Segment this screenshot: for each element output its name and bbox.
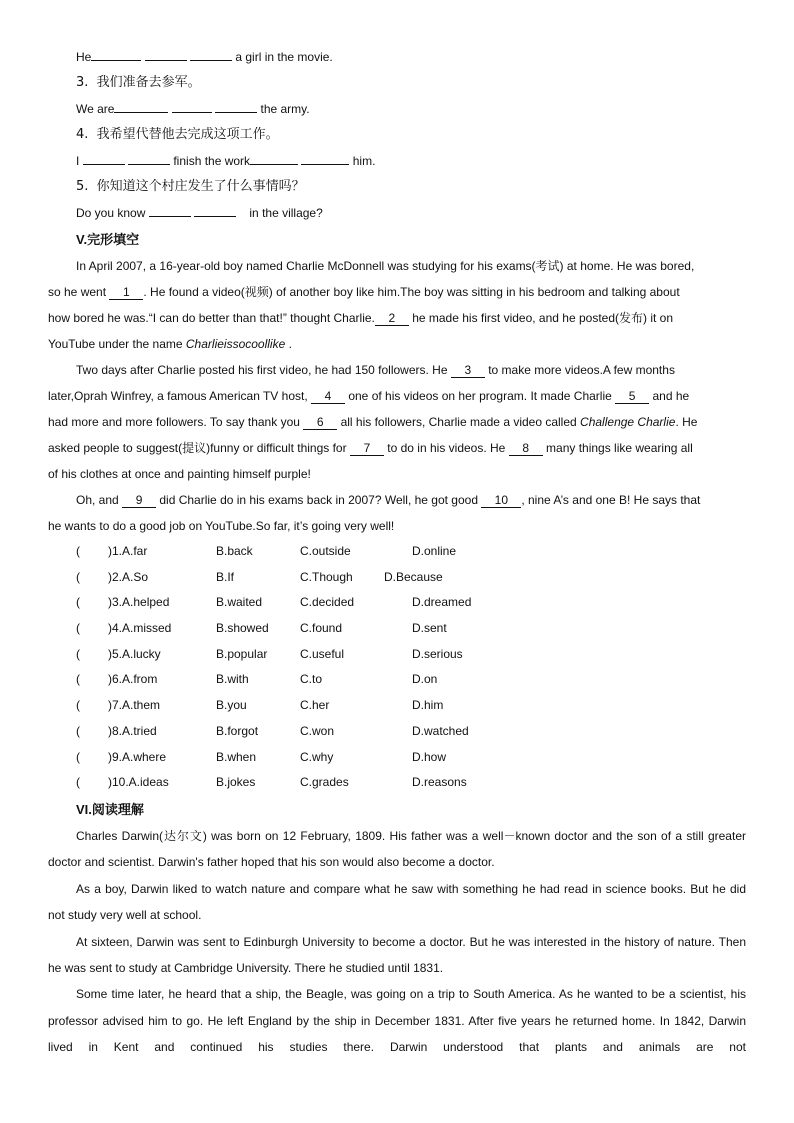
answer-paren[interactable]: ( (76, 544, 80, 558)
cloze-blank-7[interactable]: 7 (350, 441, 384, 456)
passage-text: so he went (48, 285, 110, 299)
option-c[interactable]: C.outside (300, 544, 351, 558)
cloze-blank-8[interactable]: 8 (509, 441, 543, 456)
option-d[interactable]: D.watched (412, 723, 469, 738)
translation-answer-4 (48, 148, 746, 174)
answer-blank[interactable] (83, 151, 125, 165)
reading-paragraph-2: As a boy, Darwin liked to watch nature and compare what he saw with something he had read in science books. But he did not study very well at school. (48, 881, 746, 923)
option-d[interactable]: D.dreamed (412, 595, 472, 610)
option-a[interactable]: )3.A.helped (108, 595, 170, 610)
cloze-blank-9[interactable]: 9 (122, 493, 156, 508)
passage-text: many things like wearing all (542, 441, 693, 455)
option-b[interactable]: B.popular (216, 646, 268, 661)
cloze-line (48, 409, 746, 435)
option-c[interactable]: C.why (300, 749, 334, 764)
reading-paragraph-3: At sixteen, Darwin was sent to Edinburgh University to become a doctor. But he was interested in the history of nature. Then he was sent to study at Cambridge University. There he studied until 1831. (48, 934, 746, 975)
cloze-line (48, 279, 746, 305)
answer-paren[interactable]: ( (76, 672, 80, 687)
cloze-blank-10[interactable]: 10 (481, 493, 521, 508)
passage-text: YouTube under the name (48, 337, 186, 351)
passage-text: In April 2007, a 16-year-old boy named Charlie McDonnell was studying for his exams(考试) at home. He was bored, (76, 259, 695, 273)
passage-text: . (285, 337, 292, 351)
answer-blank[interactable] (172, 99, 212, 113)
chinese-sentence: 我希望代替他去完成这项工作。 (96, 127, 279, 142)
answer-paren[interactable]: ( (76, 621, 80, 636)
option-a[interactable]: )8.A.tried (108, 723, 157, 738)
option-row-4 (48, 616, 746, 642)
item-number: 4. (76, 127, 89, 142)
answer-blank[interactable] (190, 47, 232, 61)
option-a[interactable]: )1.A.far (108, 544, 148, 558)
answer-blank[interactable] (301, 151, 349, 165)
answer-blank[interactable] (128, 151, 170, 165)
answer-blank[interactable] (114, 99, 168, 113)
option-d[interactable]: D.how (412, 749, 447, 764)
option-row-1 (48, 539, 746, 565)
option-a[interactable]: )10.A.ideas (108, 775, 169, 790)
answer-text: a girl in the movie. (232, 50, 333, 64)
passage-text: Two days after Charlie posted his first video, he had 150 followers. He (76, 363, 451, 377)
reading-paragraph-1: Charles Darwin(达尔文) was born on 12 February, 1809. His father was a well－known doctor and the son of a still greater doctor and scientist. Darwin's father hoped that his son would also become a doctor. (48, 828, 746, 870)
answer-text: I (76, 154, 83, 168)
answer-paren[interactable]: ( (76, 749, 80, 764)
passage-text: he made his first video, and he posted(发布) it on (408, 311, 674, 325)
option-c[interactable]: C.to (300, 672, 323, 687)
passage-text: he wants to do a good job on YouTube.So far, it’s going very well! (48, 519, 395, 533)
cloze-line (48, 383, 746, 409)
option-b[interactable]: B.jokes (216, 775, 256, 790)
passage-text: . He (675, 415, 698, 429)
answer-text: him. (349, 154, 376, 168)
cloze-line (48, 357, 746, 383)
answer-blank[interactable] (215, 99, 257, 113)
option-a[interactable]: )7.A.them (108, 698, 161, 713)
answer-text: in the village? (249, 206, 323, 220)
passage-text: had more and more followers. To say thank you (48, 415, 304, 429)
option-d[interactable]: D.him (412, 698, 444, 713)
chinese-sentence: 我们准备去参军。 (96, 75, 201, 90)
option-a[interactable]: )2.A.So (108, 569, 149, 584)
answer-blank[interactable] (91, 47, 141, 61)
cloze-line (48, 461, 746, 487)
answer-blank[interactable] (194, 203, 236, 217)
option-d[interactable]: D.online (412, 544, 457, 558)
answer-text: Do you know (76, 206, 149, 220)
section-heading-cloze: V.完形填空 (76, 232, 140, 247)
cloze-line (48, 513, 746, 539)
option-c[interactable]: C.won (300, 723, 335, 738)
passage-text: . He found a video(视频) of another boy like him.The boy was sitting in his bedroom and talking about (143, 285, 680, 299)
answer-paren[interactable]: ( (76, 595, 80, 610)
cloze-options (48, 539, 746, 796)
answer-text: the army. (257, 102, 310, 116)
section-heading-reading: VI.阅读理解 (76, 801, 144, 817)
passage-text: later,Oprah Winfrey, a famous American TV host, (48, 389, 311, 403)
passage-text: did Charlie do in his exams back in 2007? Well, he got good (156, 493, 482, 507)
cloze-line (48, 487, 746, 513)
option-c[interactable]: C.found (300, 621, 343, 636)
cloze-blank-2[interactable]: 2 (375, 311, 409, 326)
option-d[interactable]: D.Because (384, 569, 443, 584)
answer-paren[interactable]: ( (76, 723, 80, 738)
cloze-blank-6[interactable]: 6 (303, 415, 337, 430)
translation-prompt-5 (48, 174, 746, 200)
cloze-line (48, 305, 746, 331)
option-c[interactable]: C.decided (300, 595, 355, 610)
option-b[interactable]: B.you (216, 698, 247, 713)
passage-text: to make more videos.A few months (484, 363, 675, 377)
option-a[interactable]: )9.A.where (108, 749, 167, 764)
answer-paren[interactable]: ( (76, 646, 80, 661)
chinese-sentence: 你知道这个村庄发生了什么事情吗？ (96, 179, 305, 194)
cloze-line (48, 253, 746, 279)
passage-text: all his followers, Charlie made a video called (337, 415, 581, 429)
passage-text: of his clothes at once and painting himself purple! (48, 467, 311, 481)
option-b[interactable]: B.waited (216, 595, 263, 610)
answer-text: We are (76, 102, 115, 116)
option-row-9 (48, 745, 746, 771)
cloze-blank-3[interactable]: 3 (451, 363, 485, 378)
cloze-line (48, 435, 746, 461)
option-row-2 (48, 565, 746, 591)
option-a[interactable]: )5.A.lucky (108, 646, 161, 661)
video-title: Challenge Charlie (580, 415, 676, 429)
option-d[interactable]: D.reasons (412, 775, 467, 790)
option-c[interactable]: C.grades (300, 775, 349, 790)
passage-text: how bored he was.“I can do better than that!” thought Charlie. (48, 311, 375, 325)
translation-answer-5 (48, 200, 746, 226)
option-c[interactable]: C.her (300, 698, 330, 713)
option-b[interactable]: B.when (216, 749, 257, 764)
item-number: 5. (76, 179, 89, 194)
option-b[interactable]: B.back (216, 544, 253, 558)
translation-answer-2 (48, 44, 746, 70)
option-row-10 (48, 770, 746, 796)
passage-text: Oh, and (76, 493, 123, 507)
option-row-8 (48, 719, 746, 745)
option-a[interactable]: )4.A.missed (108, 621, 172, 636)
option-c[interactable]: C.Though (300, 569, 353, 584)
option-b[interactable]: B.forgot (216, 723, 259, 738)
passage-text: one of his videos on her program. It made Charlie (345, 389, 616, 403)
answer-blank[interactable] (250, 151, 298, 165)
passage-text: and he (649, 389, 690, 403)
passage-text: , nine A’s and one B! He says that (521, 493, 701, 507)
answer-text: finish the work (170, 154, 251, 168)
reading-paragraph-4: Some time later, he heard that a ship, the Beagle, was going on a trip to South America. As he wanted to be a scientist, his professor advised him to go. He left England by the ship in December 1831. After five years he returned home. In 1842, Darwin lived in Kent and continued his studies there. Darwin understood that plants and animals are not (48, 987, 746, 1055)
cloze-blank-4[interactable]: 4 (311, 389, 345, 404)
passage-text: asked people to suggest(提议)funny or difficult things for (48, 441, 350, 455)
cloze-blank-5[interactable]: 5 (615, 389, 649, 404)
cloze-blank-1[interactable]: 1 (109, 285, 143, 300)
answer-paren[interactable]: ( (76, 698, 80, 713)
option-row-3 (48, 590, 746, 616)
option-row-7 (48, 693, 746, 719)
answer-blank[interactable] (149, 203, 191, 217)
option-c[interactable]: C.useful (300, 646, 345, 661)
option-b[interactable]: B.with (216, 672, 249, 687)
passage-text: to do in his videos. He (383, 441, 509, 455)
option-d[interactable]: D.sent (412, 621, 447, 636)
translation-prompt-3 (48, 70, 746, 96)
option-row-6 (48, 667, 746, 693)
option-row-5 (48, 642, 746, 668)
answer-text: He (76, 50, 92, 64)
answer-paren[interactable]: ( (76, 775, 80, 790)
option-d[interactable]: D.serious (412, 646, 463, 661)
option-b[interactable]: B.If (216, 569, 235, 584)
translation-prompt-4 (48, 122, 746, 148)
translation-answer-3 (48, 96, 746, 122)
option-b[interactable]: B.showed (216, 621, 269, 636)
option-d[interactable]: D.on (412, 672, 438, 687)
cloze-line (48, 331, 746, 357)
worksheet-page (48, 44, 746, 1061)
answer-paren[interactable]: ( (76, 569, 80, 584)
channel-name: Charlieissocoollike (185, 337, 286, 351)
item-number: 3. (76, 75, 89, 90)
answer-blank[interactable] (145, 47, 187, 61)
option-a[interactable]: )6.A.from (108, 672, 158, 687)
